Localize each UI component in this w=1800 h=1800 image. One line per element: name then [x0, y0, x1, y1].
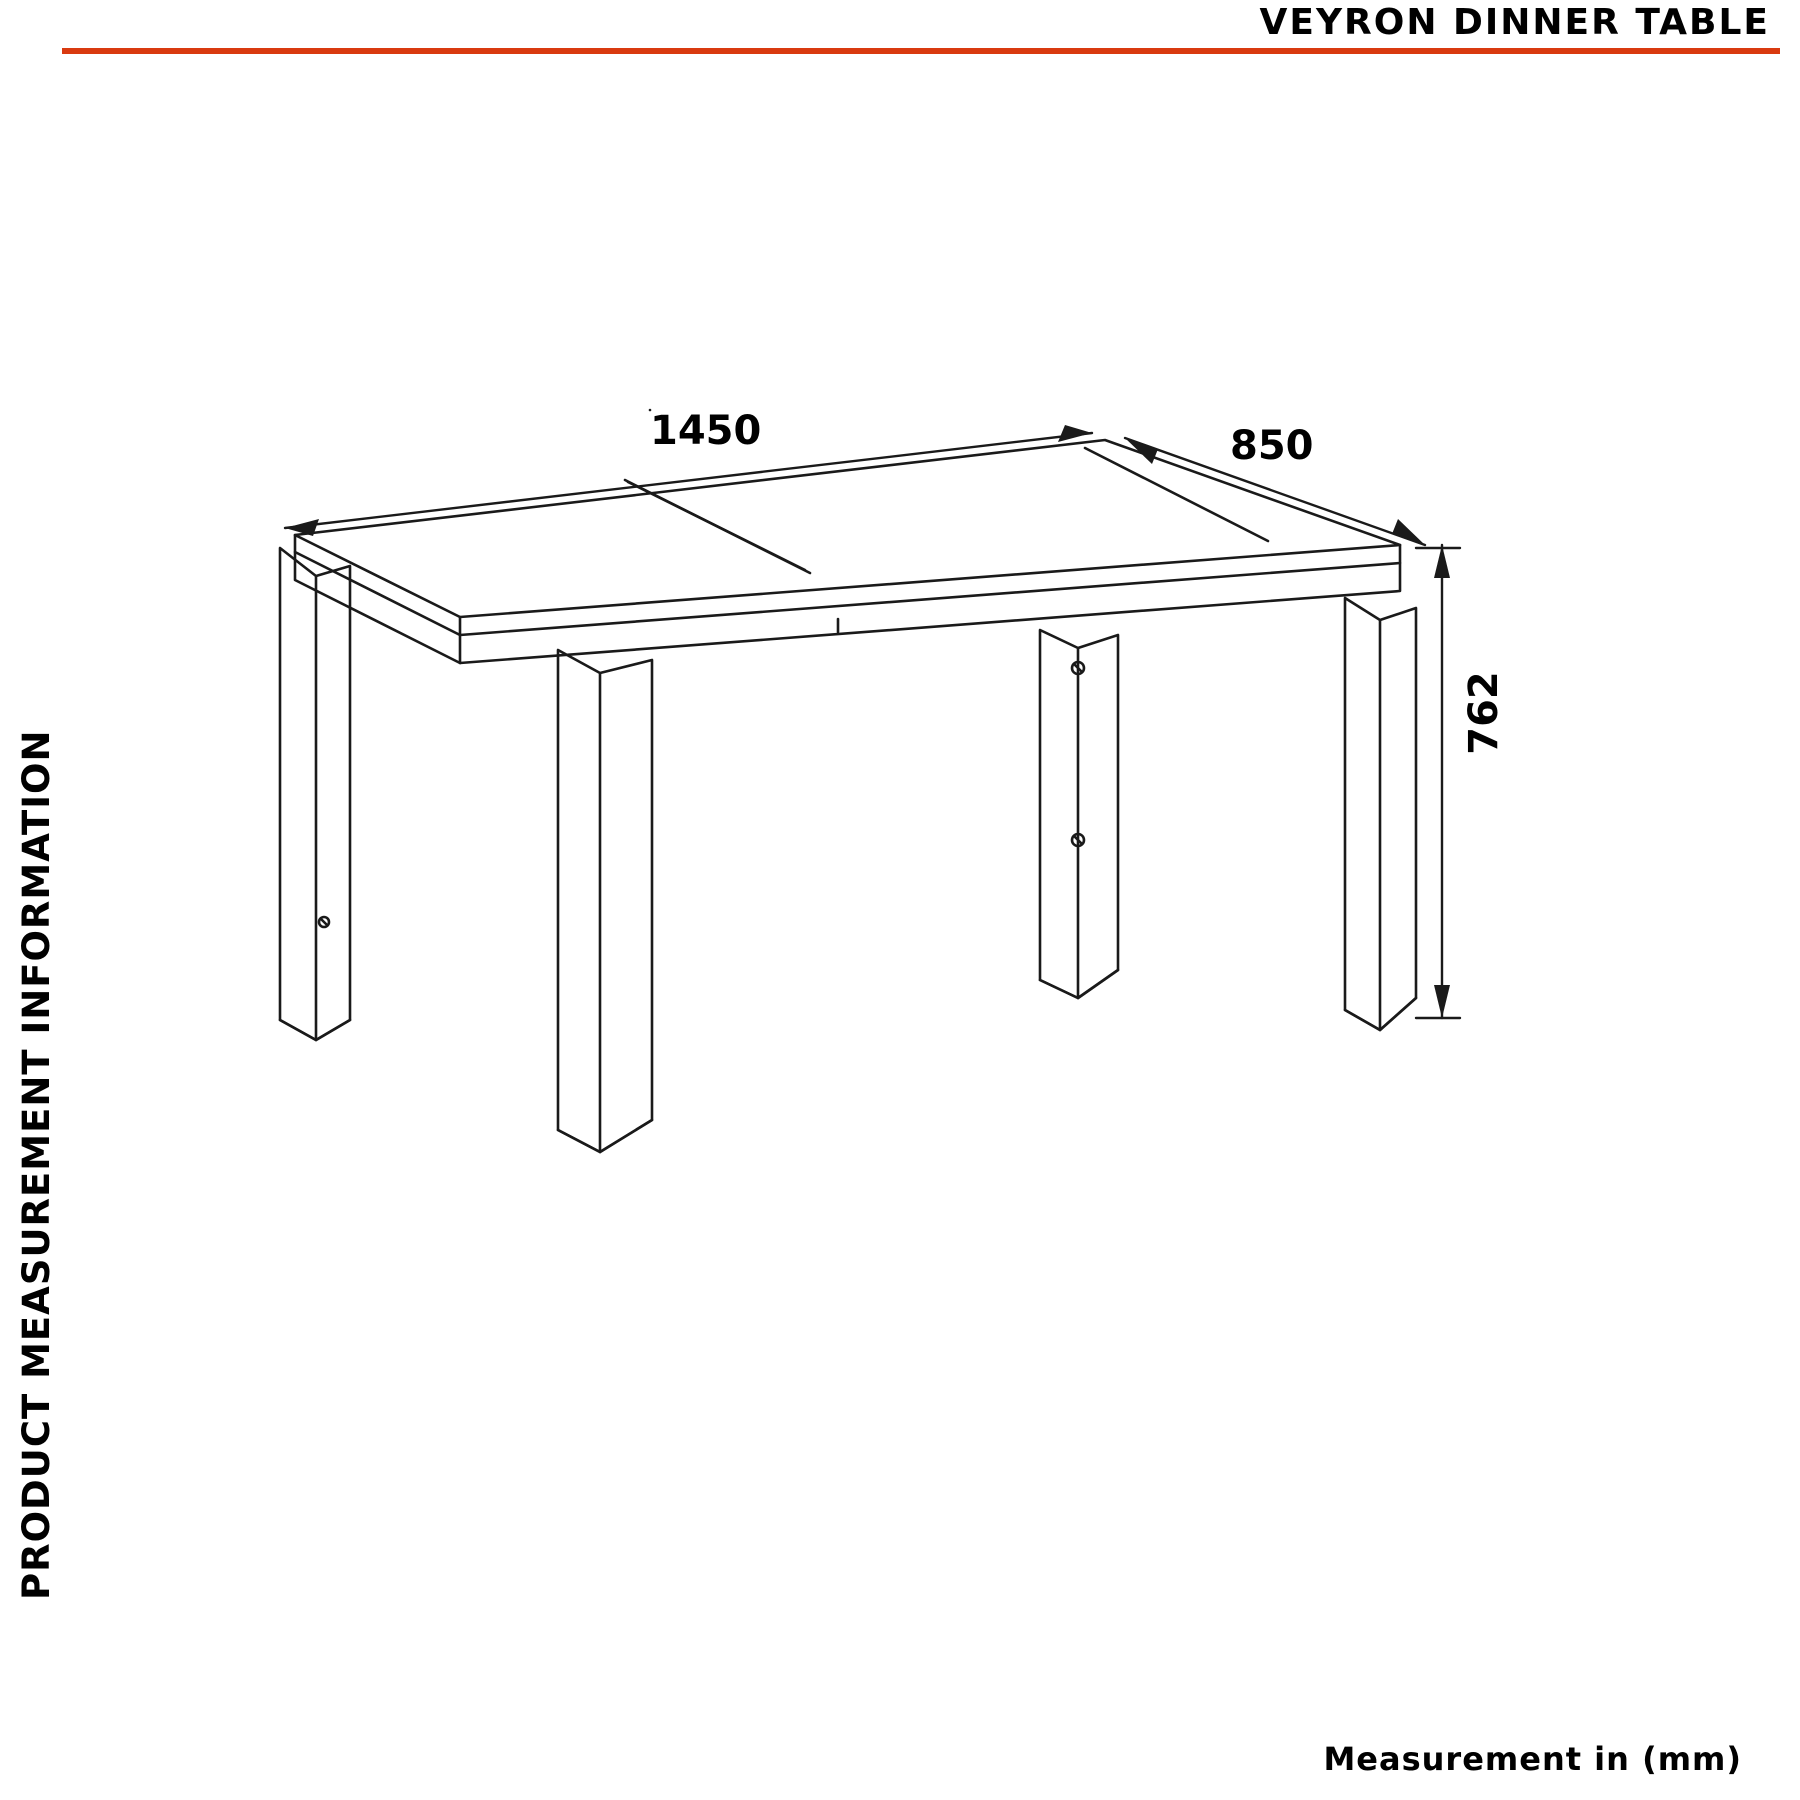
table-drawing-svg: [220, 330, 1720, 1230]
leg-back-left-side: [316, 566, 350, 1040]
dim-arrow-width-right: [1392, 519, 1425, 545]
seam-a: [625, 480, 810, 573]
dim-arrow-width-left: [1125, 438, 1158, 464]
product-measurement-information-label: PRODUCT MEASUREMENT INFORMATION: [15, 729, 58, 1600]
table-top-edge-front: [460, 545, 1400, 635]
dim-arrow-length-right: [1058, 425, 1092, 442]
apron-left-return: [295, 552, 460, 663]
leg-front-left-foot: [558, 1120, 652, 1152]
apron-front: [460, 563, 1400, 663]
leg-right-side: [1380, 608, 1416, 1030]
table-diagram: [220, 330, 1720, 1230]
dim-arrow-height-bottom: [1434, 985, 1450, 1018]
table-top-edge-left: [295, 535, 460, 635]
page-title: VEYRON DINNER TABLE: [1259, 2, 1770, 43]
header-divider: [62, 48, 1780, 54]
measurement-unit-note: Measurement in (mm): [1323, 1740, 1742, 1778]
leg-front-left: [558, 650, 600, 1152]
dimension-label-width: 850: [1230, 423, 1314, 469]
dimension-label-length: 1450: [650, 408, 762, 454]
dimension-lines: [285, 425, 1460, 1018]
screw-slot-left-leg: [321, 919, 327, 925]
leg-front-left-side: [600, 660, 652, 1152]
leg-right: [1345, 598, 1380, 1030]
dim-arrow-height-top: [1434, 545, 1450, 578]
leg-back-left: [280, 548, 316, 1040]
side-label-container: [0, 150, 80, 1600]
dimension-label-height: 762: [1460, 671, 1507, 755]
leg-rear-right-side: [1078, 635, 1118, 998]
leg-rear-right: [1040, 630, 1078, 998]
